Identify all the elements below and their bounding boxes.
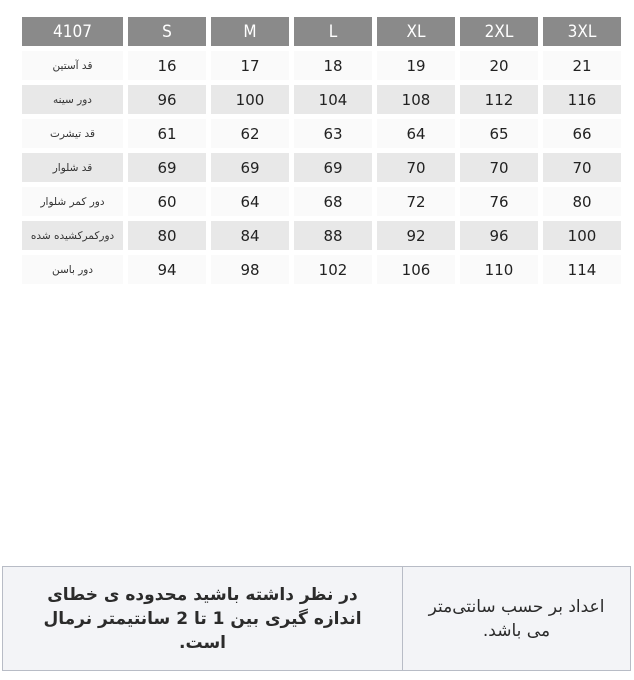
table-cell: 84 [211, 221, 289, 250]
tolerance-text-middle: تا [193, 608, 207, 629]
table-cell: 106 [377, 255, 455, 284]
table-cell: 96 [128, 85, 206, 114]
header-size-m: M [211, 17, 289, 46]
table-cell: 69 [211, 153, 289, 182]
unit-note [403, 567, 630, 670]
table-cell: 18 [294, 51, 372, 80]
table-cell: 64 [377, 119, 455, 148]
table-cell: 98 [211, 255, 289, 284]
table-cell: 76 [460, 187, 538, 216]
tolerance-min: 1 [212, 608, 225, 629]
table-cell: 80 [128, 221, 206, 250]
row-label-pants-length: قد شلوار [22, 153, 123, 182]
row-label-stretched-waist: دورکمرکشیده شده [22, 221, 123, 250]
table-cell: 116 [543, 85, 621, 114]
notes-box [2, 566, 631, 671]
table-cell: 61 [128, 119, 206, 148]
size-table [22, 17, 616, 288]
table-cell: 65 [460, 119, 538, 148]
table-cell: 112 [460, 85, 538, 114]
row-label-chest: دور سینه [22, 85, 123, 114]
table-cell: 72 [377, 187, 455, 216]
table-cell: 20 [460, 51, 538, 80]
table-cell: 114 [543, 255, 621, 284]
header-size-2xl: 2XL [460, 17, 538, 46]
table-cell: 70 [543, 153, 621, 182]
table-cell: 100 [211, 85, 289, 114]
row-label-hip: دور باسن [22, 255, 123, 284]
tolerance-note [3, 567, 403, 670]
table-cell: 102 [294, 255, 372, 284]
table-cell: 108 [377, 85, 455, 114]
unit-note-text: اعداد بر حسب سانتی‌متر می باشد. [428, 596, 605, 641]
table-cell: 21 [543, 51, 621, 80]
table-cell: 68 [294, 187, 372, 216]
tolerance-max: 2 [176, 608, 189, 629]
header-size-xl: XL [377, 17, 455, 46]
table-cell: 66 [543, 119, 621, 148]
table-cell: 104 [294, 85, 372, 114]
table-cell: 92 [377, 221, 455, 250]
table-cell: 80 [543, 187, 621, 216]
table-cell: 70 [377, 153, 455, 182]
table-cell: 16 [128, 51, 206, 80]
table-cell: 62 [211, 119, 289, 148]
table-cell: 69 [294, 153, 372, 182]
table-cell: 70 [460, 153, 538, 182]
table-cell: 17 [211, 51, 289, 80]
table-cell: 19 [377, 51, 455, 80]
tolerance-text-before: در نظر داشته باشید محدوده ی خطای اندازه گیری بین [47, 584, 362, 629]
table-cell: 69 [128, 153, 206, 182]
header-product-code: 4107 [22, 17, 123, 46]
table-cell: 63 [294, 119, 372, 148]
table-cell: 60 [128, 187, 206, 216]
table-cell: 64 [211, 187, 289, 216]
row-label-waist: دور کمر شلوار [22, 187, 123, 216]
table-cell: 110 [460, 255, 538, 284]
header-size-l: L [294, 17, 372, 46]
tolerance-text-after: سانتیمتر نرمال است. [43, 608, 226, 653]
table-cell: 94 [128, 255, 206, 284]
row-label-sleeve-length: قد آستین [22, 51, 123, 80]
row-label-tshirt-length: قد تیشرت [22, 119, 123, 148]
header-size-3xl: 3XL [543, 17, 621, 46]
table-cell: 88 [294, 221, 372, 250]
table-cell: 100 [543, 221, 621, 250]
table-cell: 96 [460, 221, 538, 250]
header-size-s: S [128, 17, 206, 46]
